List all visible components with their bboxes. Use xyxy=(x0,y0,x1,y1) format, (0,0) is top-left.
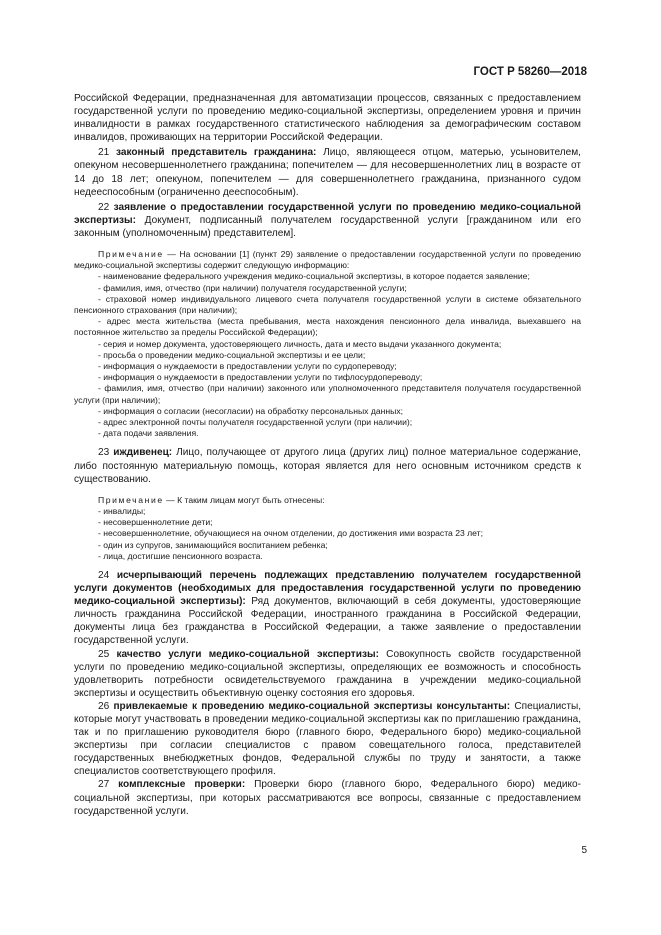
note-list-item: - один из супругов, занимающийся воспитанием ребенка; xyxy=(98,539,328,550)
note-text: — К таким лицам могут быть отнесены: xyxy=(166,494,325,505)
term-number: 26 xyxy=(98,700,110,712)
term-definition: Проверки бюро (главного бюро, Федерального бюро) медико-социальной экспертизы, при которых рассматриваются все вопросы, связанные с предоставлением государственной услуги. xyxy=(74,779,581,817)
term-definition: Документ, подписанный получателем государственной услуги [гражданином или его законным (уполномоченным) представителем]. xyxy=(74,214,581,239)
note-label: Примечание xyxy=(98,249,164,260)
note-list-item: - адрес электронной почты получателя государственной услуги (при наличии); xyxy=(98,417,413,428)
note-list-item: - инвалиды; xyxy=(98,505,146,516)
term-definition: Ряд документов, включающий в себя документы, удостоверяющие личность гражданина Российской Федерации, иностранного гражданина в Российской Федерации, документы лица без гражданства в Российской Федерации, а также заявление о предоставлении государственной услуги. xyxy=(74,596,581,647)
term-21 xyxy=(74,146,581,198)
term-title: привлекаемые к проведению медико-социальной экспертизы консультанты: xyxy=(113,700,511,712)
term-24 xyxy=(74,569,581,648)
term-22 xyxy=(74,201,581,240)
note-list-item: - наименование федерального учреждения медико-социальной экспертизы, в которое подается заявление; xyxy=(98,271,530,282)
note-intro xyxy=(74,495,581,506)
note-dependents xyxy=(74,495,581,562)
term-number: 21 xyxy=(98,147,110,159)
note-list-item: - информация о согласии (несогласии) на обработку персональных данных; xyxy=(98,405,404,416)
note-list-item: - лица, достигшие пенсионного возраста. xyxy=(98,550,263,561)
term-27 xyxy=(74,778,581,817)
note-text: — На основании [1] (пункт 29) заявление о предоставлении государственной услуги по проведению медико-социальной экспертизы содержит следующую информацию: xyxy=(74,249,581,271)
note-list-item: - просьба о проведении медико-социальной экспертизы и ее цели; xyxy=(98,349,366,360)
page-number: 5 xyxy=(581,845,587,856)
note-application-contents xyxy=(74,249,581,439)
note-list-item: - несовершеннолетние дети; xyxy=(98,517,213,528)
note-list-item: - дата подачи заявления. xyxy=(98,428,199,439)
term-title: исчерпывающий перечень подлежащих представлению получателем государственной услуги документов (необходимых для предоставления государственной услуги по проведению медико-социальной экспертизы): xyxy=(74,569,581,608)
term-number: 25 xyxy=(98,648,110,660)
page-content xyxy=(74,92,581,818)
intro-paragraph: Российской Федерации, предназначенная для автоматизации процессов, связанных с предоставлением государственной услуги по проведению медико-социальной экспертизы, определением уровня и причин инвалидности в рамках государственного статистического наблюдения за демографическим составом инвалидов, проживающих на территории Российской Федерации. xyxy=(74,93,581,144)
note-list-item: - несовершеннолетние, обучающиеся на очном отделении, до достижения ими возраста 23 лет; xyxy=(98,528,483,539)
term-number: 24 xyxy=(98,569,110,581)
term-title: заявление о предоставлении государственной услуги по проведению медико-социальной экспертизы: xyxy=(74,201,581,226)
note-list-item: - фамилия, имя, отчество (при наличии) получателя государственной услуги; xyxy=(98,282,407,293)
term-number: 23 xyxy=(98,447,110,459)
note-list-item: - информация о нуждаемости в предоставлении услуги по сурдопереводу; xyxy=(98,361,397,372)
note-list-item: - страховой номер индивидуального лицевого счета получателя государственной услуги в системе обязательного пенсионного страхования (при наличии); xyxy=(74,293,581,316)
term-number: 22 xyxy=(98,201,110,213)
note-list-item: - адрес места жительства (места пребывания, места нахождения пенсионного дела инвалида, выехавшего на постоянное жительство за пределы Российской Федерации); xyxy=(74,316,581,338)
note-list-item: - фамилия, имя, отчество (при наличии) законного или уполномоченного представителя получателя государственной услуги (при наличии); xyxy=(74,383,581,405)
term-title: качество услуги медико-социальной экспертизы: xyxy=(116,648,379,660)
term-25 xyxy=(74,648,581,700)
term-definition: Лицо, являющееся отцом, матерью, усыновителем, опекуном несовершеннолетнего гражданина; попечителем — для несовершеннолетних лиц в возрасте от 14 до 18 лет; опекуном, попечителем — для совершеннолетнего гражданина, признанного судом недееспособным (ограниченно дееспособным). xyxy=(74,147,581,198)
note-list-item: - серия и номер документа, удостоверяющего личность, дата и место выдачи указанного документа; xyxy=(98,338,502,349)
term-definition: Специалисты, которые могут участвовать в проведении медико-социальной экспертизы как по приглашению гражданина, так и по приглашению руководителя бюро (главного бюро, Федерального бюро) медико-социальной экспертизы при согласии специалистов с правом совещательного голоса, представителей государственных внебюджетных фондов, Федеральной службы по труду и занятости, а также специалистов соответствующего профиля. xyxy=(74,700,582,778)
note-label: Примечание xyxy=(98,494,164,505)
term-definition: Совокупность свойств государственной услуги по проведению медико-социальной экспертизы, определяющих ее возможность и способность удовлетворить потребности освидетельствуемого гражданина в учреждении медико-социальной экспертизы и осуществить объективную оценку состояния его здоровья. xyxy=(74,648,581,699)
document-number: ГОСТ Р 58260—2018 xyxy=(473,66,587,78)
term-title: комплексные проверки: xyxy=(118,779,246,791)
term-23 xyxy=(74,446,581,485)
note-list-item: - информация о нуждаемости в предоставлении услуги по тифлосурдопереводу; xyxy=(98,372,423,383)
term-26 xyxy=(74,700,581,779)
note-intro xyxy=(74,249,581,271)
term-definition: Лицо, получающее от другого лица (других лиц) полное материальное содержание, либо постоянную материальную помощь, которая является для него основным источником средств к существованию. xyxy=(74,447,581,485)
term-title: иждивенец: xyxy=(113,447,173,459)
term-title: законный представитель гражданина: xyxy=(115,147,317,159)
term-number: 27 xyxy=(98,779,110,791)
